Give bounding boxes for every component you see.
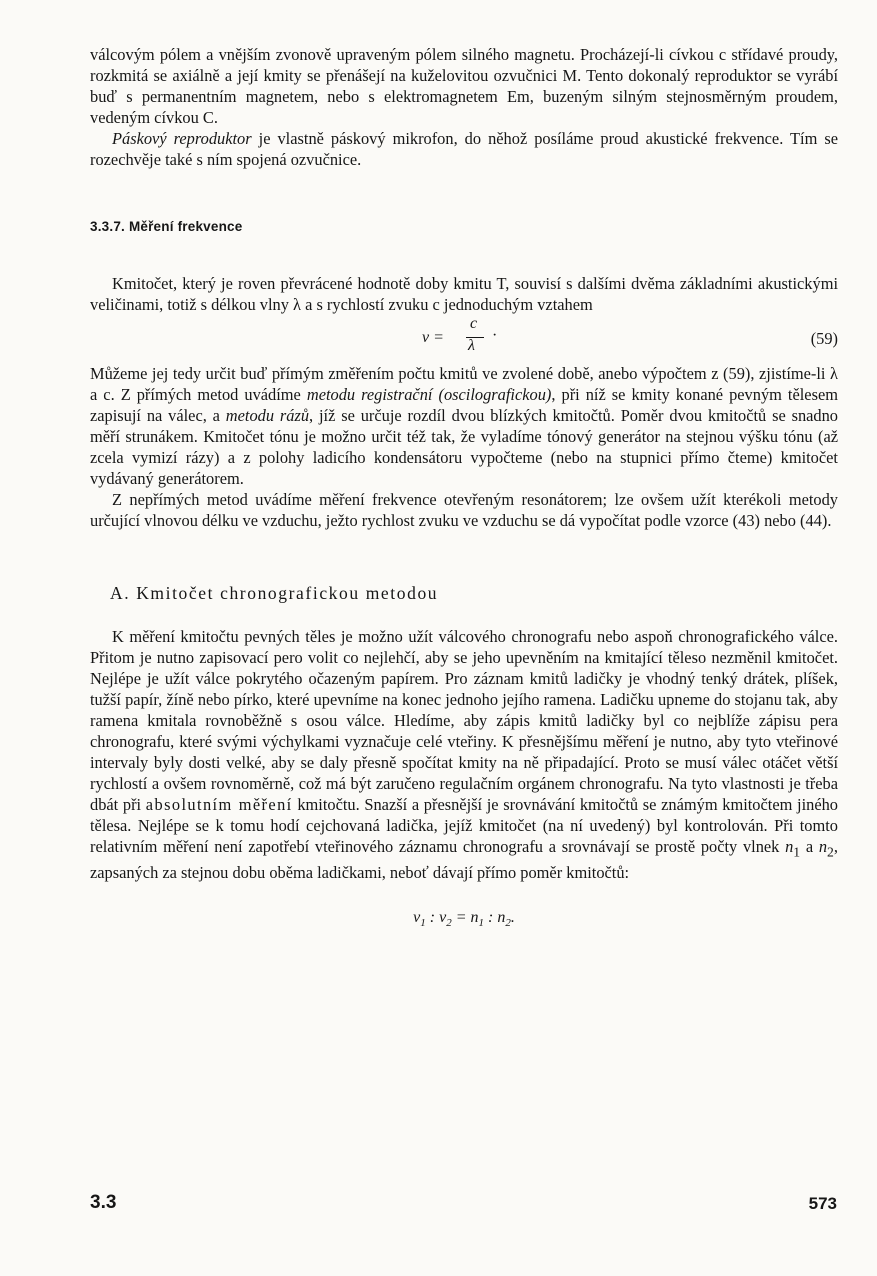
ratio-nu2: ν: [439, 909, 447, 927]
ratio-end-dot: .: [510, 909, 515, 927]
page-body: [90, 44, 838, 929]
equation-59-lhs: ν =: [422, 329, 444, 346]
symbol-n1-sub: 1: [793, 844, 801, 860]
ratio-nu1-sub: 1: [420, 917, 426, 930]
ratio-n2-sub: 2: [505, 917, 511, 930]
ratio-n1: n: [470, 909, 479, 927]
symbol-n1: n: [785, 837, 794, 856]
equation-59: [90, 317, 838, 363]
paragraph-ribbon-speaker-text: je vlastně páskový mikrofon, do něhož posíláme proud akustické frekvence. Tím se rozechvěje také s ním spojená ozvučnice.: [90, 129, 838, 169]
subsection-heading: A. Kmitočet chronografickou metodou: [110, 583, 439, 603]
term-ribbon-speaker: Páskový reproduktor: [112, 129, 252, 148]
ratio-nu2-sub: 2: [446, 917, 452, 930]
ratio-sep-2: :: [484, 909, 498, 927]
symbol-n2: n: [818, 837, 828, 856]
section-title: Měření frekvence: [128, 219, 243, 234]
symbol-n2-sub: 2: [827, 844, 834, 860]
equation-59-numerator: c: [470, 315, 478, 332]
term-beat-method: metodu rázů: [225, 406, 310, 425]
footer-section-number: 3.3: [90, 1192, 117, 1213]
ratio-n2: n: [497, 909, 506, 927]
equation-59-dot: ·: [492, 327, 498, 344]
paragraph-indirect-methods: Z nepřímých metod uvádíme měření frekvence otevřeným resonátorem; lze ovšem užít kterékoli metody určující vlnovou délku ve vzduchu, ježto rychlost zvuku ve vzduchu se dá vypočítat podle vzorce (43) nebo (44).: [90, 490, 838, 530]
equation-frequency-ratio: [90, 909, 838, 929]
paragraph-ribbon-speaker: [90, 128, 838, 170]
paragraph-magnet: válcovým pólem a vnějším zvonově upraveným pólem silného magnetu. Procházejí-li cívkou c střídavé proudy, rozkmitá se axiálně a její kmity se přenášejí na kuželovitou ozvučnici M. Tento dokonalý reproduktor se vyrábí buď s permanentním magnetem, nebo s elektromagnetem Em, buzeným silným stejnosměrným proudem, vedeným cívkou C.: [90, 45, 838, 127]
ratio-nu1: ν: [413, 909, 421, 927]
paragraph-chronograph-c: , zapsaných za stejnou dobu oběma ladičkami, neboť dávají přímo poměr kmitočtů:: [90, 837, 838, 883]
equation-59-denominator: λ: [468, 337, 475, 354]
ratio-equals: =: [451, 909, 471, 927]
ratio-n1-sub: 1: [478, 917, 484, 930]
term-absolute-measurement: absolutním měření: [145, 795, 293, 814]
paragraph-chronograph: [90, 626, 838, 883]
footer-page-number: 573: [808, 1194, 837, 1213]
term-registration-method: metodu registrační (oscilografickou): [306, 385, 552, 404]
ratio-sep-1: :: [425, 909, 440, 927]
paragraph-direct-methods: [90, 363, 838, 489]
section-heading: [90, 219, 838, 234]
section-number: 3.3.7.: [90, 219, 125, 234]
paragraph-direct-methods-a: Můžeme jej tedy určit buď přímým změřením počtu kmitů ve zvolené době, anebo výpočtem z (59), zjistíme-li λ a c. Z přímých metod uvádíme: [90, 364, 838, 404]
paragraph-chronograph-and: a: [800, 837, 819, 856]
paragraph-chronograph-b: kmitočtu. Snazší a přesnější je srovnávání kmitočtů se známým kmitočtem jiného tělesa. Nejlépe se k tomu hodí cejchovaná ladička, jejíž kmitočet (na ní uvedený) byl kontrolován. Při tomto relativním měření není zapotřebí vteřinového záznamu chronografu a srovnávají se prostě počty vlnek: [90, 795, 839, 856]
paragraph-frequency-relation: Kmitočet, který je roven převrácené hodnotě doby kmitu T, souvisí s dalšími dvěma základními akustickými veličinami, totiž s délkou vlny λ a s rychlostí zvuku c jednoduchým vztahem: [90, 274, 838, 314]
paragraph-direct-methods-b: , při níž se kmity konané pevným tělesem zapisují na válec, a: [90, 385, 838, 425]
equation-59-number: (59): [810, 329, 838, 348]
paragraph-chronograph-a: K měření kmitočtu pevných těles je možno užít válcového chronografu nebo aspoň chronografického válce. Přitom je nutno zapisovací pero volit co nejlehčí, aby se jeho upevněním na kmitající těleso nezměnil kmitočet. Nejlépe je užít válce pokrytého očazeným papírem. Pro záznam kmitů ladičky je vhodný tenký drátek, plíšek, tužší papír, žíně nebo pírko, které upevníme na konec jednoho jejího ramena. Ladičku upneme do stojanu tak, aby ramena kmitala rovnoběžně s osou válce. Hledíme, aby zápis kmitů ladičky byl co nejblíže zápisu pera chronografu, které svými výchylkami vyznačuje celé vteřiny. K přesnějšímu měření je nutno, aby tyto vteřinové intervaly byly dosti velké, aby se daly přesně spočítat kmity na ně připadající. Proto se musí válec otáčet větší rychlostí a ovšem rovnoměrně, což má být zaručeno regulačním orgánem chronografu. Na tyto vlastnosti je třeba dbát při: [90, 627, 838, 814]
paragraph-direct-methods-c: , jíž se určuje rozdíl dvou blízkých kmitočtů. Poměr dvou kmitočtů se snadno měří strunákem. Kmitočet tónu je možno určit též tak, že vyladíme tónový generátor na stejnou výšku tónu (až zcela vymizí rázy) a z polohy ladicího kondensátoru vypočteme (nebo na stupnici přímo čteme) kmitočet vydávaný generátorem.: [90, 406, 839, 488]
